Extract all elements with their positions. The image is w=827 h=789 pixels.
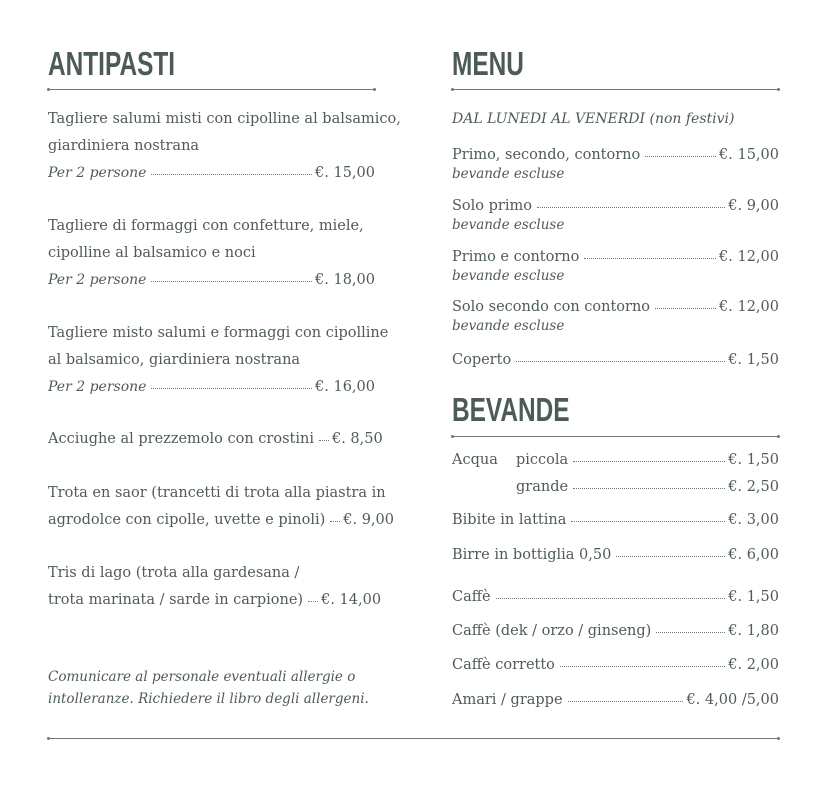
menu-item-4 bbox=[452, 300, 779, 315]
bevanda-2-price: €. 2,50 bbox=[728, 479, 779, 495]
bevanda-2 bbox=[516, 480, 779, 495]
bevanda-4-price: €. 6,00 bbox=[728, 547, 779, 563]
bevanda-7-label: Caffè corretto bbox=[452, 657, 555, 673]
dotted-leader bbox=[151, 388, 312, 389]
antipasto-2-desc-line2: cipolline al balsamico e noci bbox=[48, 245, 256, 261]
menu-item-2-label: Solo primo bbox=[452, 198, 532, 214]
menu-title: MENU bbox=[452, 45, 524, 82]
bevanda-4 bbox=[452, 548, 779, 563]
bevanda-1 bbox=[516, 453, 779, 468]
antipasto-6-name: trota marinata / sarde in carpione) bbox=[48, 592, 304, 608]
bevanda-5-label: Caffè bbox=[452, 589, 491, 605]
antipasto-1-portion: Per 2 persone bbox=[48, 165, 147, 181]
allergen-note-line2: intolleranze. Richiedere il libro degli allergeni. bbox=[48, 691, 369, 707]
menu-item-2 bbox=[452, 199, 779, 214]
menu-item-3 bbox=[452, 250, 779, 265]
menu-item-4-price: €. 12,00 bbox=[719, 299, 779, 315]
bevanda-8-label: Amari / grappe bbox=[452, 692, 563, 708]
dotted-leader bbox=[496, 598, 726, 599]
bevanda-1-price: €. 1,50 bbox=[728, 452, 779, 468]
antipasto-1-price: €. 15,00 bbox=[315, 165, 375, 181]
dotted-leader bbox=[151, 281, 312, 282]
dotted-leader bbox=[151, 174, 312, 175]
menu-item-5-price: €. 1,50 bbox=[728, 352, 779, 368]
dotted-leader bbox=[645, 156, 716, 157]
dotted-leader bbox=[516, 361, 725, 362]
menu-item-4-label: Solo secondo con contorno bbox=[452, 299, 651, 315]
menu-item-2-note: bevande escluse bbox=[452, 217, 565, 233]
antipasto-3-desc-line2: al balsamico, giardiniera nostrana bbox=[48, 352, 301, 368]
bevanda-5-price: €. 1,50 bbox=[728, 589, 779, 605]
dotted-leader bbox=[560, 666, 725, 667]
bevanda-6-price: €. 1,80 bbox=[728, 623, 779, 639]
antipasto-6-desc-line1: Tris di lago (trota alla gardesana / bbox=[48, 565, 300, 581]
dotted-leader bbox=[573, 461, 725, 462]
menu-item-1-price: €. 15,00 bbox=[719, 147, 779, 163]
allergen-note-line1: Comunicare al personale eventuali allergie o bbox=[48, 669, 356, 685]
bevanda-3 bbox=[452, 513, 779, 528]
menu-item-1-note: bevande escluse bbox=[452, 166, 565, 182]
bevanda-7-price: €. 2,00 bbox=[728, 657, 779, 673]
bevanda-1-label: piccola bbox=[516, 452, 569, 468]
antipasto-3-price: €. 16,00 bbox=[315, 379, 375, 395]
dotted-leader bbox=[537, 207, 725, 208]
menu-item-5 bbox=[452, 353, 779, 368]
dotted-leader bbox=[571, 521, 725, 522]
antipasto-2-portion: Per 2 persone bbox=[48, 272, 147, 288]
antipasti-title: ANTIPASTI bbox=[48, 45, 176, 82]
antipasto-3-portion: Per 2 persone bbox=[48, 379, 147, 395]
antipasto-1-desc-line1: Tagliere salumi misti con cipolline al balsamico, bbox=[48, 111, 401, 127]
bevanda-4-label: Birre in bottiglia 0,50 bbox=[452, 547, 612, 563]
menu-item-4-note: bevande escluse bbox=[452, 318, 565, 334]
menu-section bbox=[452, 0, 779, 789]
bevande-divider bbox=[452, 436, 779, 437]
antipasto-3-desc-line1: Tagliere misto salumi e formaggi con cipolline bbox=[48, 325, 389, 341]
dotted-leader bbox=[308, 601, 318, 602]
antipasto-4-name: Acciughe al prezzemolo con crostini bbox=[48, 431, 314, 447]
dotted-leader bbox=[656, 632, 725, 633]
antipasto-2-desc-line1: Tagliere di formaggi con confetture, miele, bbox=[48, 218, 364, 234]
bevande-title: BEVANDE bbox=[452, 391, 570, 428]
antipasto-5-price-line bbox=[48, 512, 394, 528]
menu-item-3-note: bevande escluse bbox=[452, 268, 565, 284]
antipasto-4-price-line bbox=[48, 431, 383, 447]
dotted-leader bbox=[568, 701, 684, 702]
bevande-acqua-label: Acqua bbox=[452, 452, 498, 468]
antipasti-divider bbox=[48, 89, 375, 90]
antipasto-2-price-line bbox=[48, 273, 375, 288]
bevanda-6 bbox=[452, 624, 779, 639]
menu-divider bbox=[452, 89, 779, 90]
bevanda-7 bbox=[452, 658, 779, 673]
dotted-leader bbox=[616, 556, 725, 557]
dotted-leader bbox=[319, 440, 329, 441]
antipasto-3-price-line bbox=[48, 380, 375, 395]
menu-item-1 bbox=[452, 148, 779, 163]
bevanda-2-label: grande bbox=[516, 479, 569, 495]
bevanda-3-label: Bibite in lattina bbox=[452, 512, 567, 528]
bevanda-8 bbox=[452, 693, 779, 708]
bottom-divider bbox=[48, 738, 779, 739]
dotted-leader bbox=[330, 521, 340, 522]
dotted-leader bbox=[655, 308, 716, 309]
antipasto-2-price: €. 18,00 bbox=[315, 272, 375, 288]
menu-item-3-price: €. 12,00 bbox=[719, 249, 779, 265]
dotted-leader bbox=[573, 488, 725, 489]
menu-item-5-label: Coperto bbox=[452, 352, 512, 368]
antipasto-5-price: €. 9,00 bbox=[343, 512, 394, 528]
dotted-leader bbox=[584, 258, 716, 259]
menu-item-3-label: Primo e contorno bbox=[452, 249, 580, 265]
antipasto-5-name: agrodolce con cipolle, uvette e pinoli) bbox=[48, 512, 326, 528]
bevanda-3-price: €. 3,00 bbox=[728, 512, 779, 528]
antipasto-6-price-line bbox=[48, 592, 382, 608]
antipasto-5-desc-line1: Trota en saor (trancetti di trota alla piastra in bbox=[48, 485, 386, 501]
menu-item-1-label: Primo, secondo, contorno bbox=[452, 147, 641, 163]
bevanda-6-label: Caffè (dek / orzo / ginseng) bbox=[452, 623, 652, 639]
antipasto-6-price: €. 14,00 bbox=[321, 592, 382, 608]
bevanda-5 bbox=[452, 590, 779, 605]
antipasto-1-price-line bbox=[48, 166, 375, 181]
menu-subtitle: DAL LUNEDI AL VENERDI (non festivi) bbox=[452, 111, 735, 127]
bevanda-8-price: €. 4,00 /5,00 bbox=[686, 692, 779, 708]
menu-item-2-price: €. 9,00 bbox=[728, 198, 779, 214]
antipasto-1-desc-line2: giardiniera nostrana bbox=[48, 138, 200, 154]
antipasto-4-price: €. 8,50 bbox=[331, 431, 383, 447]
antipasti-section bbox=[48, 0, 401, 789]
